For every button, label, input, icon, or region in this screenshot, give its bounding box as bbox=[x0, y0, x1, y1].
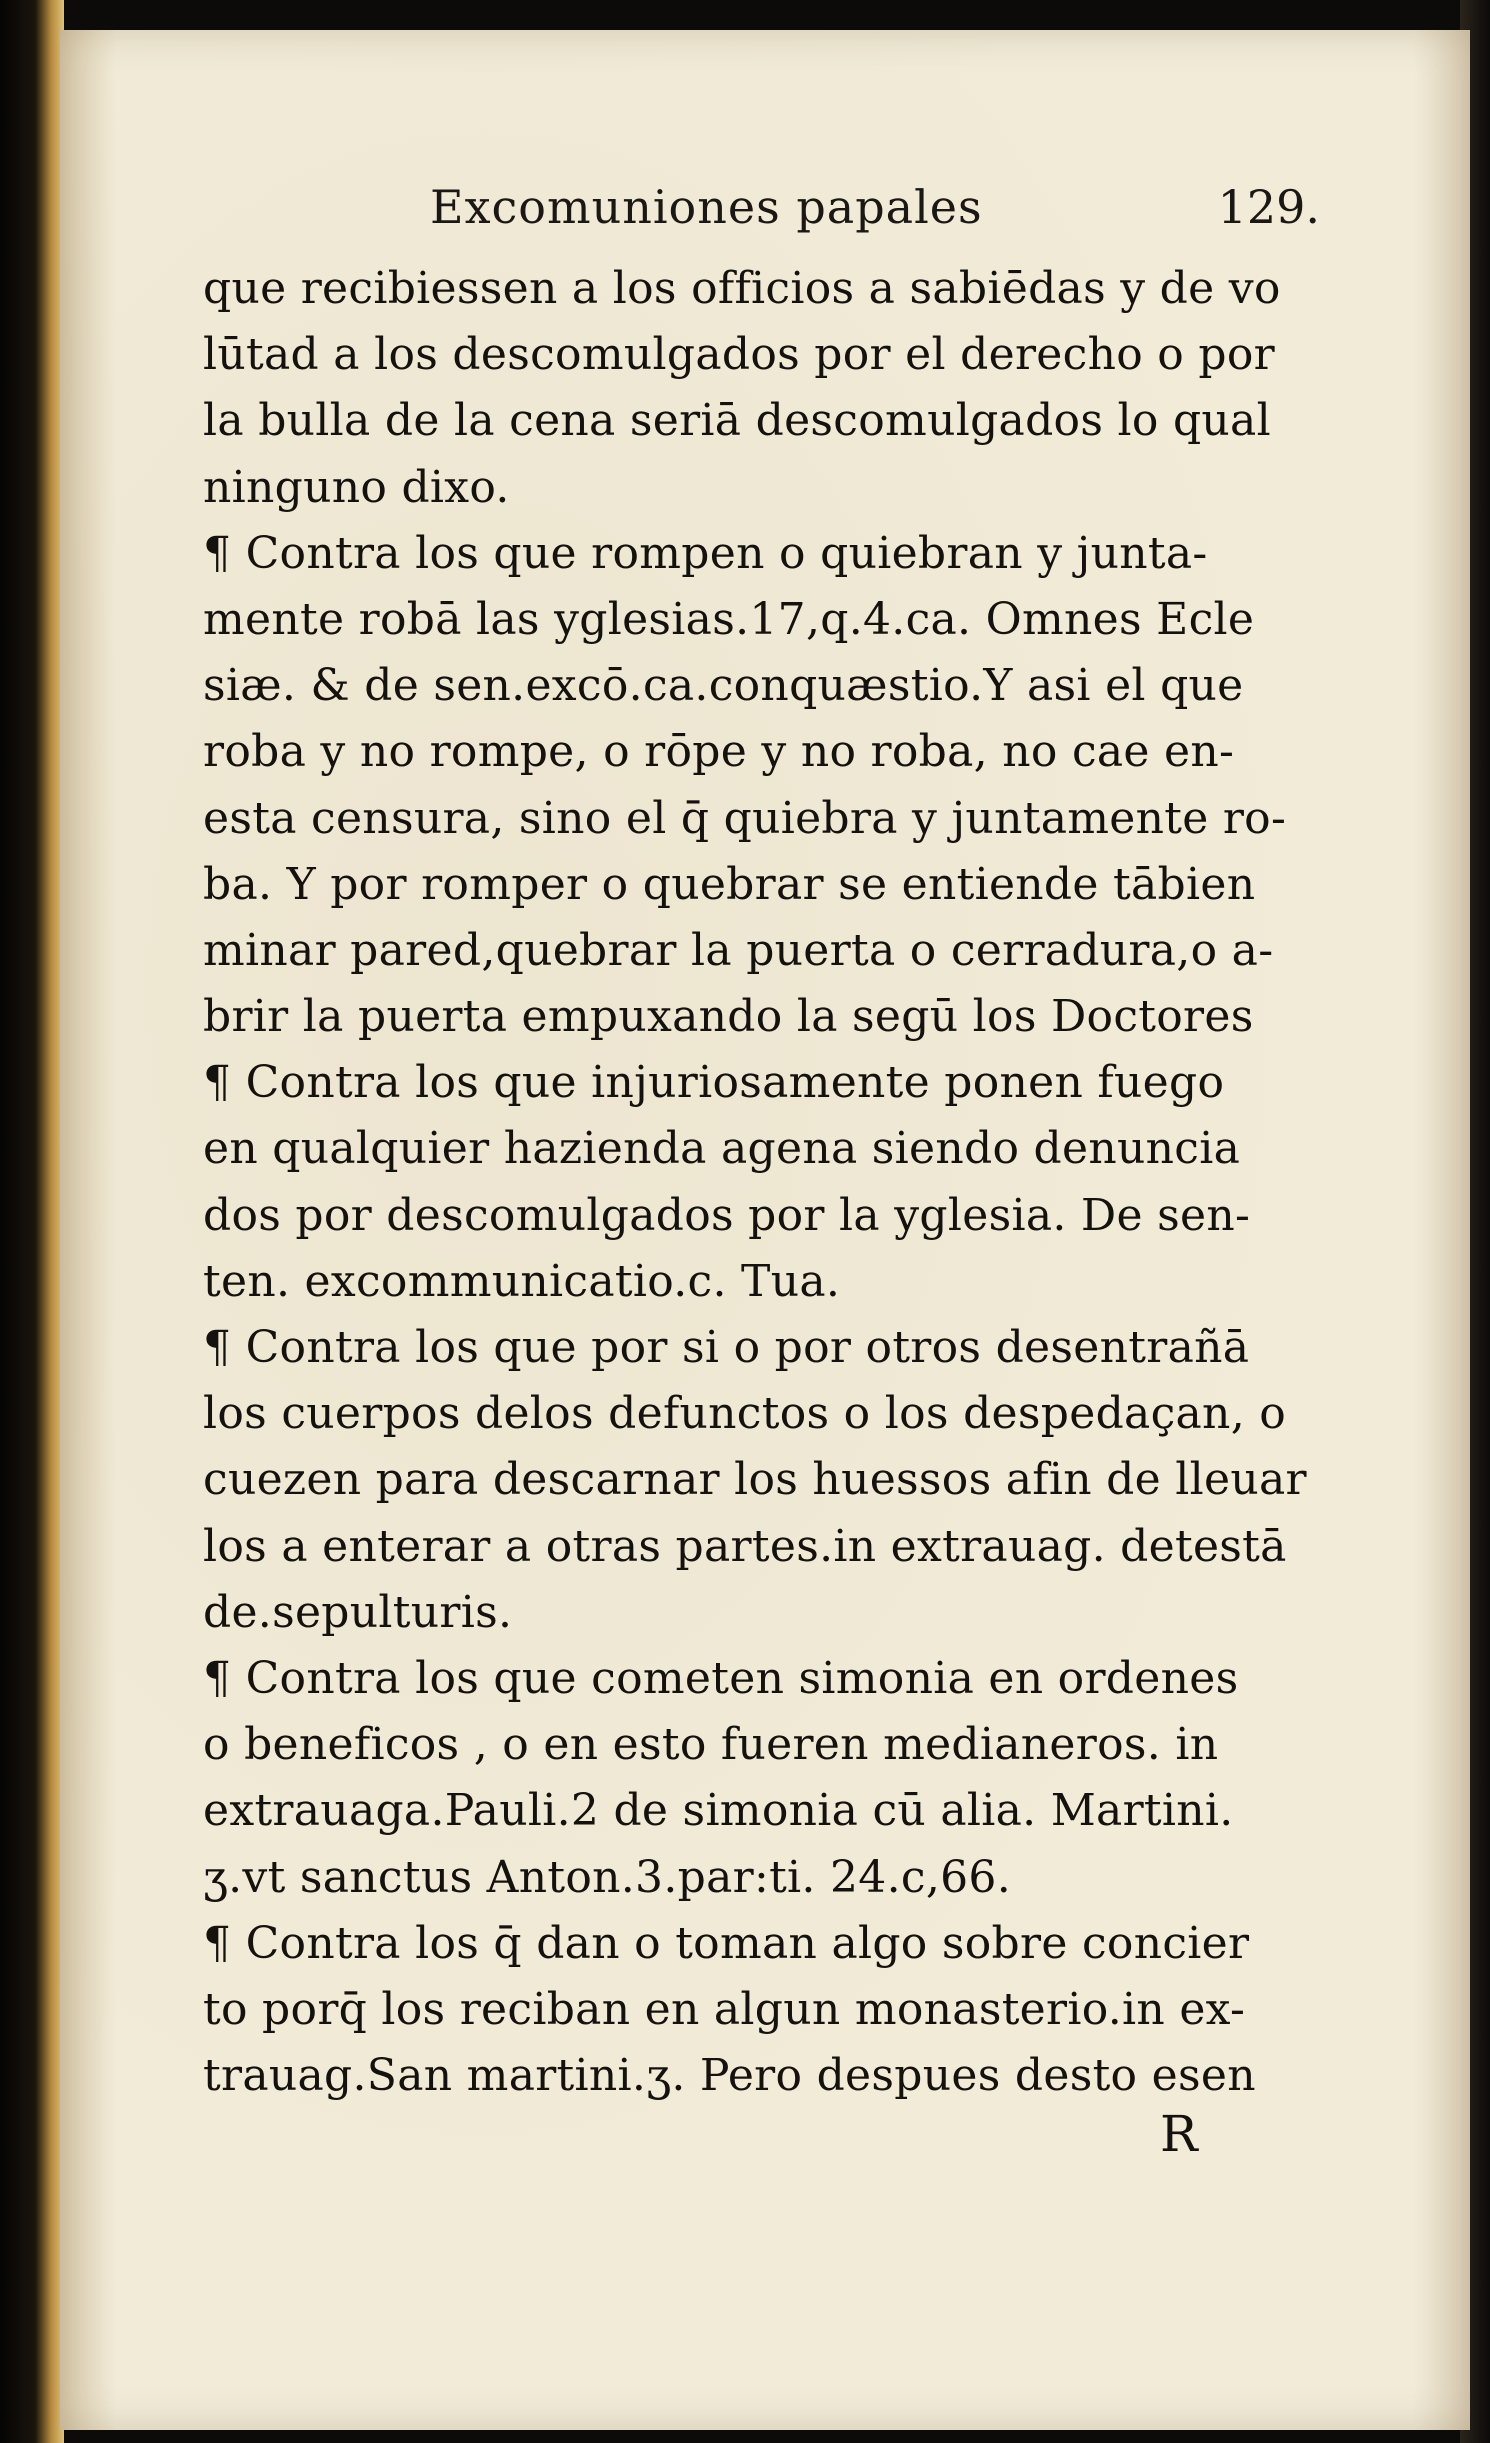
text-line: ¶ Contra los que injuriosamente ponen fuego bbox=[203, 1057, 1225, 1109]
text-line: de.sepulturis. bbox=[203, 1586, 513, 1638]
text-line: ba. Y por romper o quebrar se entiende tābien bbox=[203, 858, 1256, 910]
text-line: ¶ Contra los que cometen simonia en ordenes bbox=[203, 1652, 1239, 1704]
text-line: en qualquier hazienda agena siendo denuncia bbox=[203, 1123, 1241, 1175]
text-line: los a enterar a otras partes.in extrauag. detestā bbox=[203, 1520, 1287, 1572]
text-line: to porq̄ los reciban en algun monasterio.in ex- bbox=[203, 1983, 1246, 2035]
text-line: ten. excommunicatio.c. Tua. bbox=[203, 1255, 841, 1307]
text-line: ¶ Contra los que por si o por otros desentrañā bbox=[203, 1322, 1250, 1373]
text-line: brir la puerta empuxando la segū los Doctores bbox=[203, 991, 1254, 1043]
text-line: los cuerpos delos defunctos o los despedaçan, o bbox=[203, 1388, 1287, 1440]
text-line: la bulla de la cena seriā descomulgados lo qual bbox=[203, 395, 1271, 447]
text-line: roba y no rompe, o rōpe y no roba, no cae en- bbox=[203, 726, 1235, 778]
text-line: siæ. & de sen.excō.ca.conquæstio.Y asi el que bbox=[203, 660, 1244, 712]
text-line: ninguno dixo. bbox=[203, 461, 510, 513]
running-head bbox=[360, 180, 1320, 250]
catchword: R bbox=[1160, 2105, 1198, 2163]
text-line: minar pared,quebrar la puerta o cerradura,o a- bbox=[203, 924, 1274, 976]
running-title: Excomuniones papales bbox=[430, 180, 983, 234]
page-number: 129. bbox=[1217, 180, 1320, 234]
text-line: trauag.San martini.ʒ. Pero despues desto esen bbox=[203, 2050, 1256, 2102]
book-binding bbox=[0, 0, 64, 2443]
book-page bbox=[60, 30, 1470, 2430]
text-line: esta censura, sino el q̄ quiebra y juntamente ro- bbox=[203, 792, 1287, 844]
text-line: cuezen para descarnar los huessos afin de lleuar bbox=[203, 1454, 1307, 1506]
text-line: que recibiessen a los officios a sabiēdas y de vo bbox=[203, 263, 1281, 314]
text-line: ¶ Contra los q̄ dan o toman algo sobre concier bbox=[203, 1917, 1250, 1969]
text-line: mente robā las yglesias.17,q.4.ca. Omnes Ecle bbox=[203, 593, 1255, 645]
text-line: ¶ Contra los que rompen o quiebran y junta- bbox=[203, 527, 1208, 579]
text-line: lūtad a los descomulgados por el derecho o por bbox=[203, 329, 1275, 381]
text-line: o beneficos , o en esto fueren medianeros. in bbox=[203, 1719, 1219, 1771]
body-text bbox=[203, 256, 1373, 2109]
text-line: extrauaga.Pauli.2 de simonia cū alia. Martini. bbox=[203, 1785, 1234, 1837]
text-line: dos por descomulgados por la yglesia. De sen- bbox=[203, 1189, 1251, 1241]
text-line: ʒ.vt sanctus Anton.3.par:ti. 24.c,66. bbox=[203, 1851, 1011, 1903]
